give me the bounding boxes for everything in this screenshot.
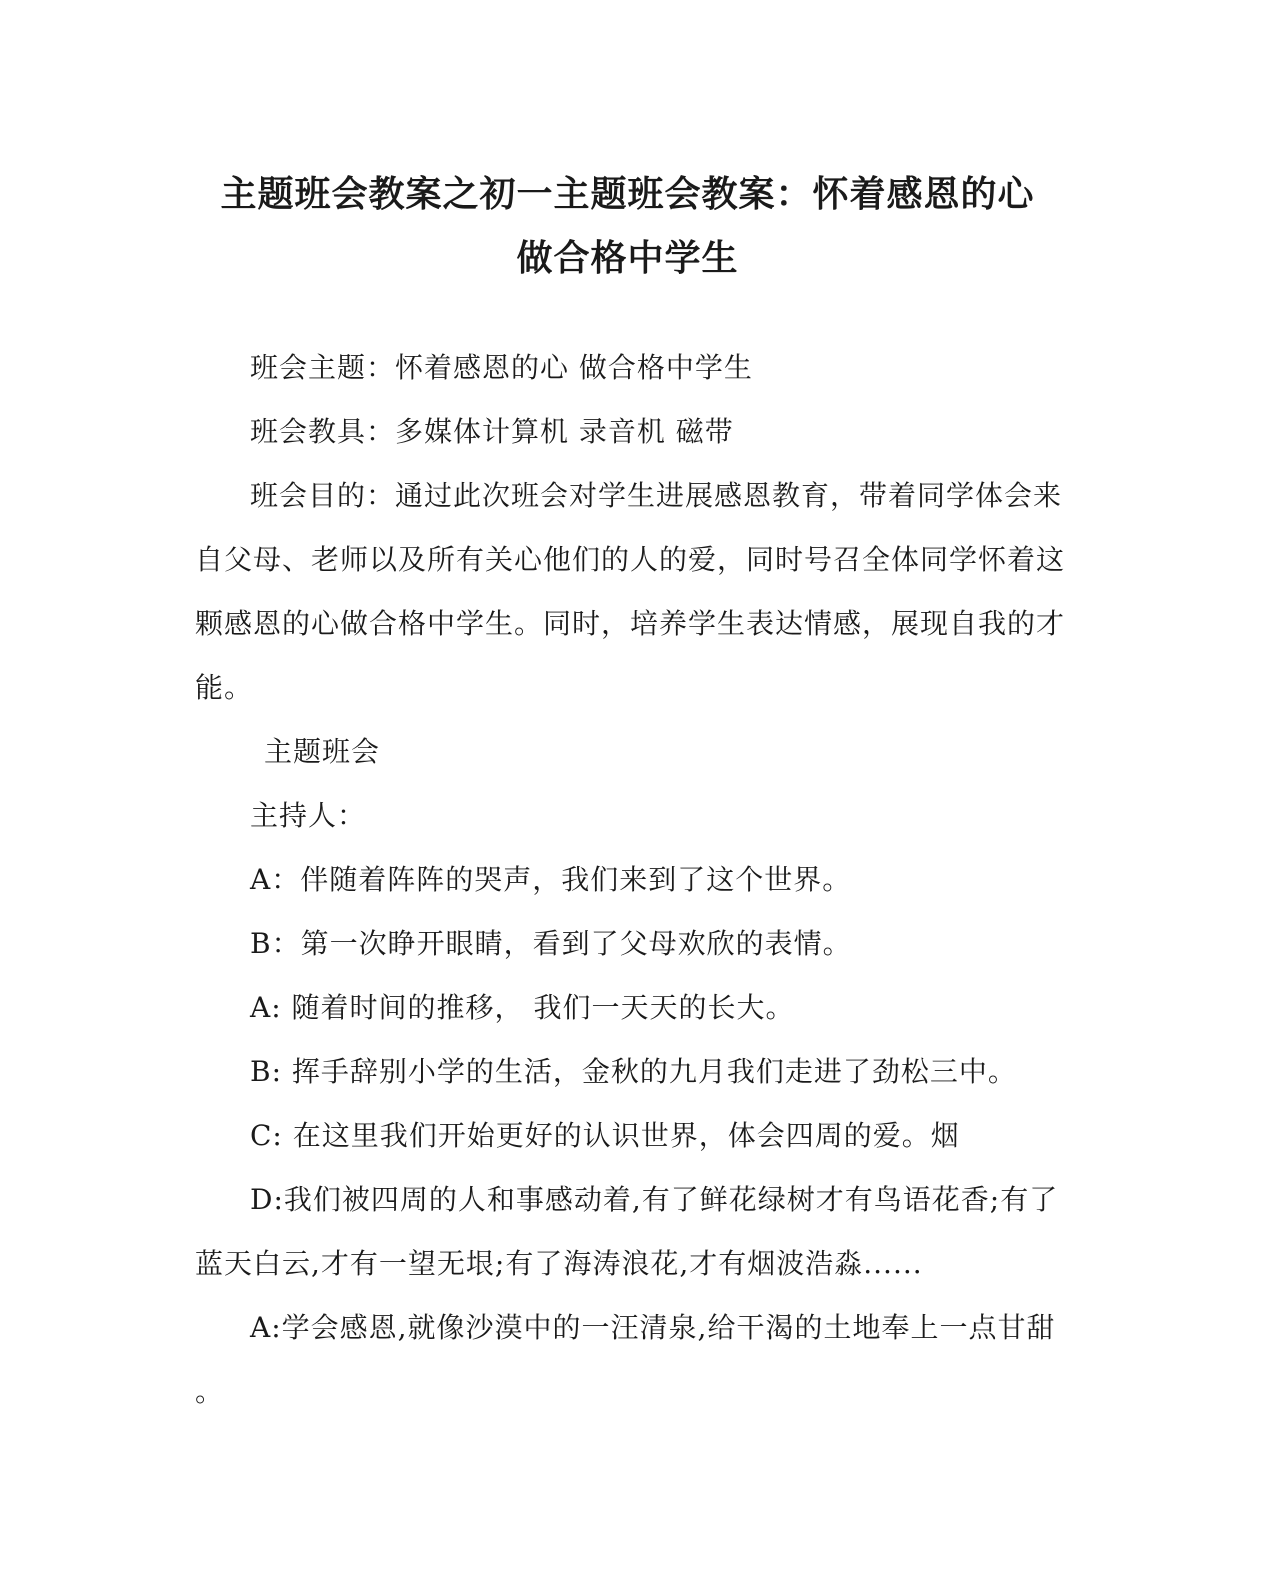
dialogue-line: C: 在这里我们开始更好的认识世界，体会四周的爱。烟 — [250, 1119, 960, 1152]
paragraph-line: 自父母、老师以及所有关心他们的人的爱，同时号召全体同学怀着这 — [195, 543, 1066, 576]
dialogue-line: B: 挥手辞别小学的生活，金秋的九月我们走进了劲松三中。 — [250, 1055, 1017, 1088]
paragraph-line: 班会教具：多媒体计算机 录音机 磁带 — [250, 415, 734, 448]
paragraph-line: 班会主题：怀着感恩的心 做合格中学生 — [250, 351, 753, 384]
paragraph-line: 颗感恩的心做合格中学生。同时，培养学生表达情感，展现自我的才 — [195, 607, 1066, 640]
document-title-line-1: 主题班会教案之初一主题班会教案：怀着感恩的心 — [220, 173, 1035, 215]
dialogue-line: A：伴随着阵阵的哭声，我们来到了这个世界。 — [250, 863, 852, 896]
dialogue-line: A:学会感恩,就像沙漠中的一汪清泉,给干渴的土地奉上一点甘甜 — [250, 1311, 1056, 1344]
paragraph-line: 主持人： — [250, 799, 367, 832]
paragraph-line: 能。 — [195, 671, 254, 704]
dialogue-line: 蓝天白云,才有一望无垠;有了海涛浪花,才有烟波浩淼...... — [195, 1247, 923, 1280]
paragraph-line: 班会目的：通过此次班会对学生进展感恩教育，带着同学体会来 — [250, 479, 1063, 512]
section-heading: 主题班会 — [264, 735, 381, 768]
dialogue-line: A: 随着时间的推移， 我们一天天的长大。 — [250, 991, 795, 1024]
document-title-line-2: 做合格中学生 — [516, 237, 739, 279]
dialogue-line: D:我们被四周的人和事感动着,有了鲜花绿树才有鸟语花香;有了 — [250, 1183, 1059, 1216]
dialogue-line: 。 — [195, 1375, 225, 1408]
dialogue-line: B：第一次睁开眼睛，看到了父母欢欣的表情。 — [250, 927, 852, 960]
